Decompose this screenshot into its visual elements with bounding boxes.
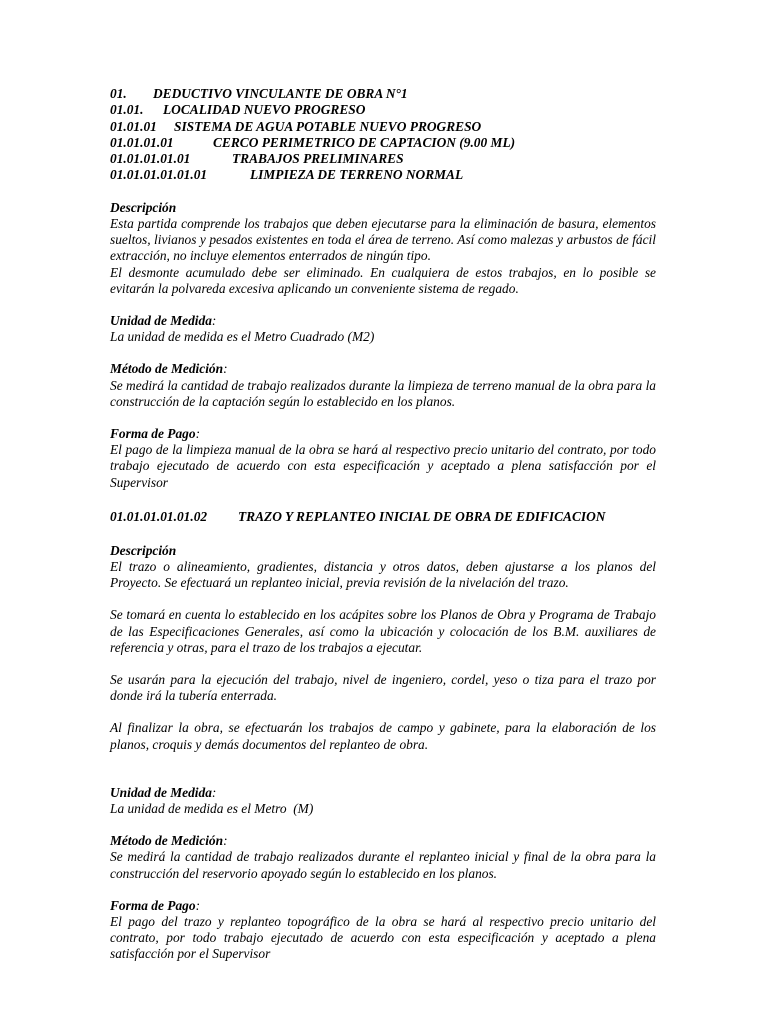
section2-unidad-heading: Unidad de Medida: [110,784,217,800]
heading-code: 01.01.01 [110,118,157,134]
heading-title: LIMPIEZA DE TERRENO NORMAL [250,167,464,183]
heading-title: SISTEMA DE AGUA POTABLE NUEVO PROGRESO [174,118,482,134]
heading-code: 01. [110,86,127,101]
section1-unidad-text: La unidad de medida es el Metro Cuadrado (M2) [110,329,375,345]
section1-descripcion-paragraph: El desmonte acumulado debe ser eliminado. En cualquiera de estos trabajos, en lo posible se evitarán la polvareda excesiva aplicando un conveniente sistema de regado. [110,264,656,296]
heading-code: 01.01.01.01.01.01 [110,167,208,183]
section2-heading [110,509,656,527]
section2-descripcion-paragraph: El trazo o alineamiento, gradientes, distancia y otros datos, deben ajustarse a los planos del Proyecto. Se efectuará un replanteo inicial, previa revisión de la nivelación del trazo. [110,559,656,591]
section1-descripcion-label: Descripción [110,199,177,215]
section2-unidad-text: La unidad de medida es el Metro (M) [110,801,314,817]
section1-metodo-label: Método de Medición [110,361,224,377]
section2-pago-heading: Forma de Pago: [110,897,201,913]
section2-descripcion-label: Descripción [110,542,177,558]
section2-pago-label: Forma de Pago [110,897,196,913]
section2-pago-text: El pago del trazo y replanteo topográfico de la obra se hará al respectivo precio unitario del contrato, por todo trabajo ejecutado de acuerdo con esta especificación y aceptado a plena satisfacción por el Supervisor [110,914,656,962]
heading-title: DEDUCTIVO VINCULANTE DE OBRA N°1 [153,86,408,101]
section2-metodo-text: Se medirá la cantidad de trabajo realizados durante el replanteo inicial y final de la obra para la construcción del reservorio apoyado según lo establecido en los planos. [110,849,656,881]
heading-1 [110,86,656,102]
section1-descripcion-paragraph: Esta partida comprende los trabajos que deben ejecutarse para la eliminación de basura, elementos sueltos, livianos y pesados existentes en toda el área de terreno. Así como malezas y arbustos de fácil extracción, no incluye elementos enterrados de ningún tipo. [110,215,656,264]
section1-pago-label: Forma de Pago [110,426,196,442]
section1-unidad-label: Unidad de Medida [110,313,212,328]
heading-code: 01.01.01.01.01 [110,151,191,167]
heading-title: CERCO PERIMETRICO DE CAPTACION (9.00 ML) [213,134,516,150]
heading-title: TRABAJOS PRELIMINARES [232,151,404,167]
heading-title: LOCALIDAD NUEVO PROGRESO [163,102,366,118]
section1-metodo-text: Se medirá la cantidad de trabajo realizados durante la limpieza de terreno manual de la obra para la construcción de la captación según lo establecido en los planos. [110,377,656,409]
section2-descripcion-paragraph: Se tomará en cuenta lo establecido en los acápites sobre los Planos de Obra y Programa de Trabajo de las Especificaciones Generales, así como la ubicación y colocación de los B.M. auxiliares de referencia y otras, para el trazo de los trabajos a ejecutar. [110,607,656,655]
section2-metodo-label: Método de Medición [110,833,224,849]
document-page [110,86,656,963]
heading-3 [110,119,656,135]
section1-pago-text: El pago de la limpieza manual de la obra se hará al respectivo precio unitario del contrato, por todo trabajo ejecutado de acuerdo con esta especificación y aceptado a plena satisfacción por el Supervisor [110,442,656,490]
section2-metodo-heading: Método de Medición: [110,833,228,849]
heading-2 [110,102,656,118]
heading-title: TRAZO Y REPLANTEO INICIAL DE OBRA DE EDIFICACION [238,508,606,524]
heading-code: 01.01.01.01 [110,134,174,150]
heading-6 [110,167,656,183]
section2-descripcion-paragraph: Al finalizar la obra, se efectuarán los trabajos de campo y gabinete, para la elaboración de los planos, croquis y demás documentos del replanteo de obra. [110,720,656,752]
heading-4 [110,135,656,151]
section1-metodo-heading: Método de Medición: [110,361,228,377]
section2-unidad-label: Unidad de Medida [110,784,212,800]
section1-pago-heading: Forma de Pago: [110,426,201,442]
heading-5 [110,151,656,167]
section1-unidad-heading: Unidad de Medida: [110,313,217,328]
section2-descripcion-paragraph: Se usarán para la ejecución del trabajo, nivel de ingeniero, cordel, yeso o tiza para el trazo por donde irá la tubería enterrada. [110,672,656,704]
heading-code: 01.01. [110,102,144,118]
heading-code: 01.01.01.01.01.02 [110,508,208,524]
